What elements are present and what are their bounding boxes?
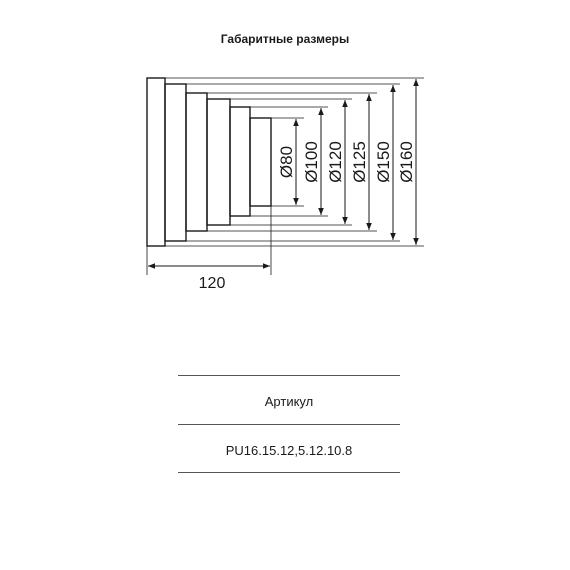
article-header: Артикул	[264, 394, 314, 409]
step-120	[207, 99, 230, 225]
diameter-label-80: Ø80	[277, 145, 296, 179]
step-150	[165, 84, 186, 241]
diameter-label-160: Ø160	[397, 141, 416, 183]
length-label: 120	[198, 275, 226, 292]
table-rule-bottom	[178, 472, 400, 473]
reducer-outline	[147, 78, 271, 246]
step-160	[147, 78, 165, 246]
page-title: Габаритные размеры	[220, 32, 350, 46]
step-100	[230, 107, 250, 216]
table-rule-middle	[178, 424, 400, 425]
step-80	[250, 118, 271, 206]
article-value: PU16.15.12,5.12.10.8	[225, 443, 353, 458]
diameter-label-100: Ø100	[302, 141, 321, 183]
diameter-label-150: Ø150	[374, 141, 393, 183]
diameter-label-120: Ø120	[326, 141, 345, 183]
diameter-label-125: Ø125	[350, 141, 369, 183]
table-rule-top	[178, 375, 400, 376]
step-125	[186, 93, 207, 231]
